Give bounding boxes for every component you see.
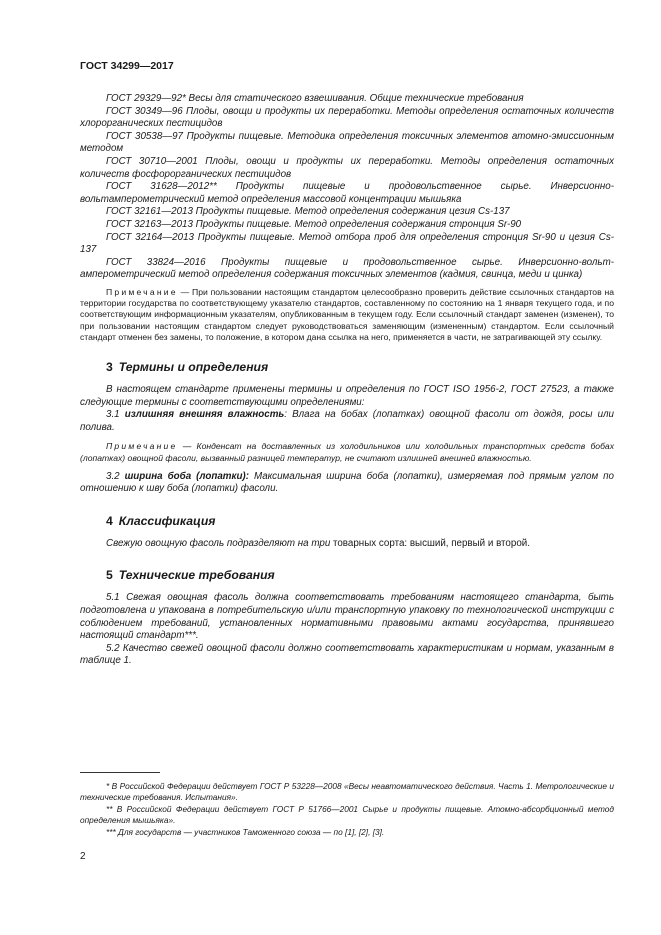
references-note (80, 287, 614, 343)
footnote-separator (80, 772, 160, 773)
reference-item: ГОСТ 32163—2013 Продукты пищевые. Метод определения содержания стронция Sr-90 (106, 218, 522, 230)
section-3-intro: В настоящем стандарте применены термины и определения по ГОСТ ISO 1956-2, ГОСТ 27523, а также следующие термины с соответствующими определениями: (80, 383, 614, 408)
reference-item: ГОСТ 30538—97 Продукты пищевые. Методика определения токсичных элементов атомно-эмиссионным методом (80, 130, 614, 155)
footnote: ** В Российской Федерации действует ГОСТ Р 51766—2001 Сырье и продукты пищевые. Атомно-абсорбционный метод определения мышьяка». (80, 804, 614, 825)
note-text: — Конденсат на доставленных из холодильников или холодильных транспортных средств бобах (лопатках) овощной фасоли, вызванный разницей температур, не считают излишней внешней влажностью. (80, 441, 614, 463)
section-title: Технические требования (118, 568, 275, 583)
document-header: ГОСТ 34299—2017 (80, 60, 174, 72)
section-5-heading (80, 568, 614, 582)
page-content (80, 93, 614, 668)
term-3-1 (80, 409, 614, 434)
reference-item: ГОСТ 30349—96 Плоды, овощи и продукты их переработки. Методы определения остаточных количеств хлорорганических пестицидов (80, 105, 614, 130)
reference-item: ГОСТ 32164—2013 Продукты пищевые. Метод отбора проб для определения стронция Sr-90 и цезия Cs-137 (80, 231, 614, 256)
page-number: 2 (80, 851, 86, 862)
term-name: ширина боба (лопатки): (124, 470, 249, 482)
term-name: излишняя внешняя влажность (124, 409, 285, 421)
note-label: Примечание (106, 441, 178, 452)
footnote: * В Российской Федерации действует ГОСТ Р 53228—2008 «Весы неавтоматического действия. Часть 1. Метрологические и технические требования. Испытания». (80, 781, 614, 802)
section-4-heading (80, 514, 614, 528)
reference-item: ГОСТ 32161—2013 Продукты пищевые. Метод определения содержания цезия Cs-137 (106, 206, 510, 218)
note-label: Примечание (106, 286, 178, 297)
section-title: Термины и определения (118, 359, 269, 374)
footnote: *** Для государств — участников Таможенного союза — по [1], [2], [3]. (106, 827, 385, 837)
term-3-1-note (80, 441, 614, 463)
section-title: Классификация (118, 513, 216, 528)
text-part: Свежую овощную фасоль подразделяют на три (106, 537, 333, 549)
section-number: 5 (106, 568, 113, 583)
section-number: 3 (106, 359, 113, 374)
reference-item: ГОСТ 33824—2016 Продукты пищевые и продовольственное сырье. Инверсионно-вольт-амперометрический метод определения содержания токсичных элементов (кадмия, свинца, меди и цинка) (80, 256, 614, 281)
text-part: сорта: высший, первый и второй. (376, 537, 530, 549)
term-3-2 (80, 471, 614, 496)
term-definition: : Влага на бобах (лопатках) овощной фасоли от дождя, росы или полива. (80, 409, 614, 433)
note-text: — При пользовании настоящим стандартом целесообразно проверить действие ссылочных стандартов на территории государства по соответствующему указателю стандартов, составленному по состоянию на 1 января текущего года, и по соответствующим информационным указателям, опубликованным в текущем году. Если ссылочный стандарт заменен (изменен), то при пользовании настоящим стандартом следует руководствоваться заменяющим (измененным) стандартом. Если ссылочный стандарт отменен без замены, то положение, в котором дана ссылка на него, применяется в части, не затрагивающей эту ссылку. (80, 286, 614, 342)
section-4-text (80, 538, 614, 551)
footnotes (80, 781, 614, 839)
normative-references-list (80, 93, 614, 282)
reference-item: ГОСТ 29329—92* Весы для статического взвешивания. Общие технические требования (106, 93, 524, 104)
section-3-heading (80, 360, 614, 374)
reference-item: ГОСТ 31628—2012** Продукты пищевые и продовольственное сырье. Инверсионно-вольтамперометрический метод определения массовой концентрации мышьяка (80, 181, 614, 205)
section-number: 4 (106, 513, 113, 528)
reference-item: ГОСТ 30710—2001 Плоды, овощи и продукты их переработки. Методы определения остаточных количеств фосфорорганических пестицидов (80, 155, 614, 180)
term-definition: Максимальная ширина боба (лопатки), измеряемая под прямым углом по отношению к шву боба (лопатки) фасоли. (80, 470, 614, 495)
text-part: товарных (332, 537, 377, 549)
clause-5-2: 5.2 Качество свежей овощной фасоли должно соответствовать характеристикам и нормам, указанным в таблице 1. (80, 642, 614, 667)
clause-5-1: 5.1 Свежая овощная фасоль должна соответствовать требованиям настоящего стандарта, быть подготовлена и упакована в потребительскую и/или транспортную упаковку по технологической инструкции с соблюдением требований, установленных нормативными правовыми актами государства, принявшего настоящий стандарт***. (80, 592, 614, 642)
term-number: 3.1 (106, 409, 125, 421)
term-number: 3.2 (106, 470, 125, 482)
